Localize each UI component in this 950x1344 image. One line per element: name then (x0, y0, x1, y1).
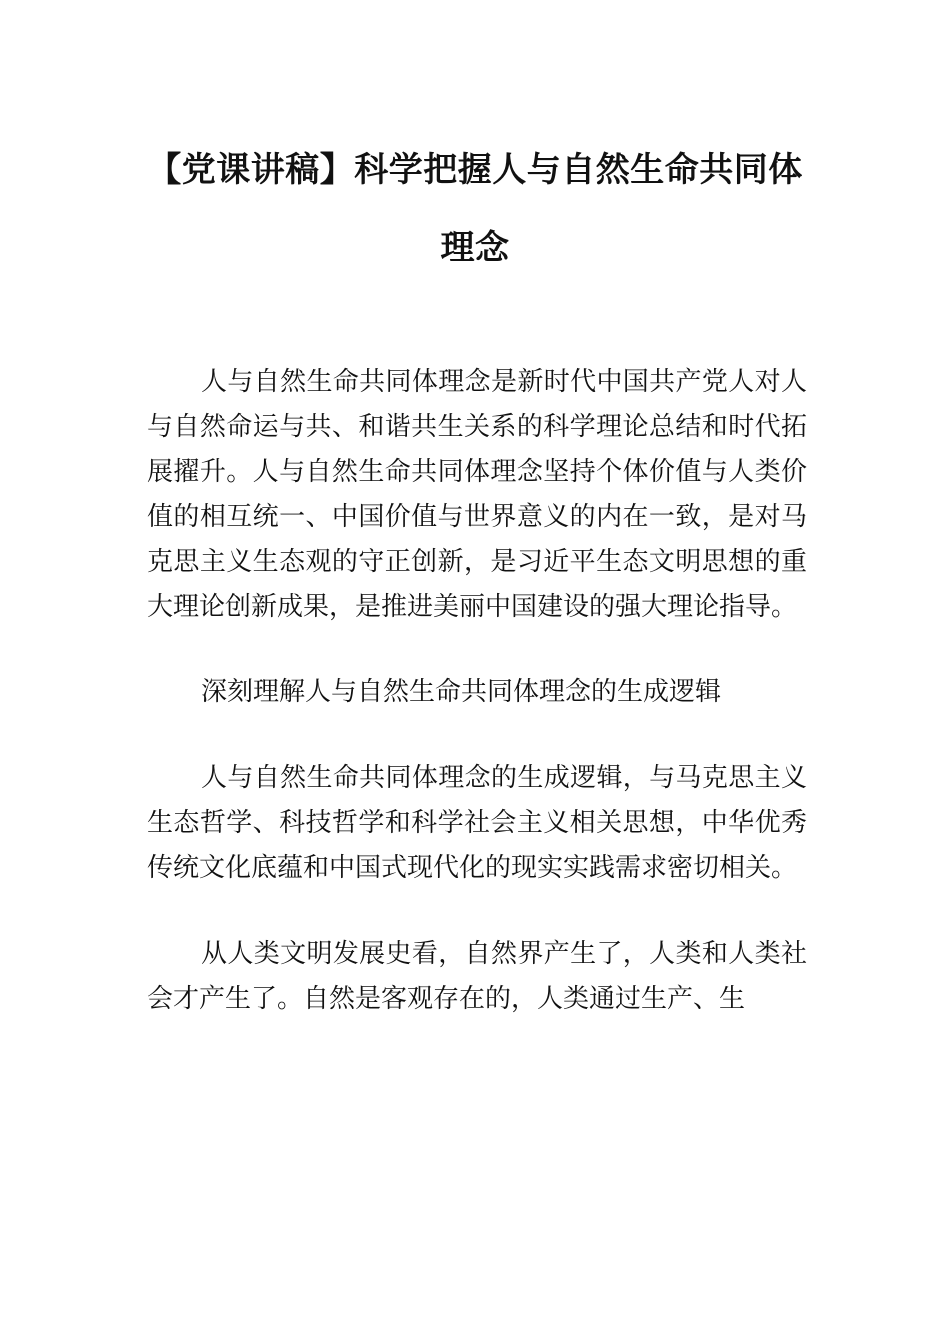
document-title (0, 150, 950, 268)
section-heading: 深刻理解人与自然生命共同体理念的生成逻辑 (201, 677, 722, 707)
title-line-2: 理念 (440, 228, 510, 268)
paragraph-history: 从人类文明发展史看，自然界产生了，人类和人类社会才产生了。自然是客观存在的，人类通过生产、生 (147, 939, 807, 1014)
document-body (147, 360, 807, 1022)
title-line-1: 【党课讲稿】科学把握人与自然生命共同体 (147, 150, 803, 190)
paragraph-logic: 人与自然生命共同体理念的生成逻辑，与马克思主义生态哲学、科技哲学和科学社会主义相关思想，中华优秀传统文化底蕴和中国式现代化的现实实践需求密切相关。 (147, 763, 807, 883)
paragraph-intro: 人与自然生命共同体理念是新时代中国共产党人对人与自然命运与共、和谐共生关系的科学理论总结和时代拓展擢升。人与自然生命共同体理念坚持个体价值与人类价值的相互统一、中国价值与世界意义的内在一致，是对马克思主义生态观的守正创新，是习近平生态文明思想的重大理论创新成果，是推进美丽中国建设的强大理论指导。 (147, 367, 807, 622)
